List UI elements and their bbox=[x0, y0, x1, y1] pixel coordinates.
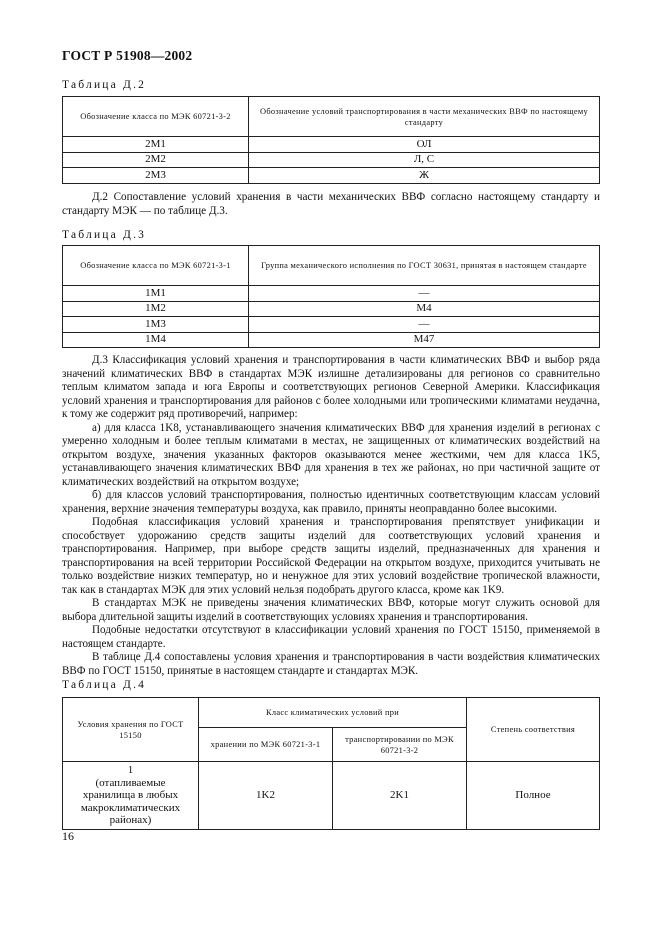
table-d2-caption: Таблица Д.2 bbox=[62, 79, 147, 91]
paragraph: Д.3 Классификация условий хранения и транспортирования в части климатических ВВФ и выбор ряда значений климатических ВВФ в стандартах МЭК излишне детализированы для регионов со сравнительно теплым климатом запада и юга Европы и соответствующих регионов Северной Америки. Классификация условий хранения и транспортирования для районов с более холодными или тропическими климатами неудачна, к тому же содержит ряд противоречий, например: bbox=[62, 354, 600, 420]
table-row bbox=[63, 137, 600, 153]
table-cell: M47 bbox=[249, 332, 600, 348]
table-d2-col1-header: Обозначение класса по МЭК 60721-3-2 bbox=[63, 97, 249, 137]
table-d4-transport-header: транспортировании по МЭК 60721-3-2 bbox=[333, 728, 467, 762]
table-d2 bbox=[62, 96, 600, 184]
table-d3-col1-header: Обозначение класса по МЭК 60721-3-1 bbox=[63, 246, 249, 286]
table-cell: 1M2 bbox=[63, 301, 249, 317]
table-cell: ОЛ bbox=[249, 137, 600, 153]
table-cell: Полное bbox=[467, 762, 600, 830]
table-row bbox=[63, 317, 600, 333]
table-cell: 2M3 bbox=[63, 168, 249, 184]
paragraph-d2: Д.2 Сопоставление условий хранения в части механических ВВФ согласно настоящему стандарту и стандарту МЭК — по таблице Д.3. bbox=[62, 191, 600, 217]
table-d3 bbox=[62, 245, 600, 348]
table-cell: Ж bbox=[249, 168, 600, 184]
table-cell: 2M2 bbox=[63, 152, 249, 168]
table-cell: 1M3 bbox=[63, 317, 249, 333]
table-cell: — bbox=[249, 317, 600, 333]
standard-header: ГОСТ Р 51908—2002 bbox=[62, 48, 193, 63]
table-row bbox=[63, 762, 600, 830]
paragraph: Подобные недостатки отсутствуют в классификации условий хранения по ГОСТ 15150, применяемой в настоящем стандарте. bbox=[62, 624, 600, 650]
table-d4-class-group-header: Класс климатических условий при bbox=[199, 698, 467, 728]
table-d3-col2-header: Группа механического исполнения по ГОСТ 30631, принятая в настоящем стандарте bbox=[249, 246, 600, 286]
table-d4-degree-header: Степень соответствия bbox=[467, 698, 600, 762]
paragraph: В стандартах МЭК не приведены значения климатических ВВФ, которые могут служить основой для выбора длительной защиты изделий в соответствующих условиях хранения и транспортирования. bbox=[62, 597, 600, 623]
table-row bbox=[63, 332, 600, 348]
table-d4 bbox=[62, 697, 600, 830]
table-cell: M4 bbox=[249, 301, 600, 317]
condition-number: 1 bbox=[127, 764, 134, 776]
table-cell: 1K2 bbox=[199, 762, 333, 830]
table-cell: — bbox=[249, 286, 600, 302]
table-cell: 1M4 bbox=[63, 332, 249, 348]
table-row bbox=[63, 286, 600, 302]
table-cell: Л, С bbox=[249, 152, 600, 168]
table-row bbox=[63, 152, 600, 168]
table-d2-col2-header: Обозначение условий транспортирования в части механических ВВФ по настоящему стандарту bbox=[249, 97, 600, 137]
table-d4-storage-header: хранении по МЭК 60721-3-1 bbox=[199, 728, 333, 762]
paragraph: а) для класса 1K8, устанавливающего значения климатических ВВФ для хранения изделий в регионах с умеренно холодным и более теплым климатами в местах, не защищенных от климатических воздействий на открытом воздухе, значения указанных факторов оказываются менее жесткими, чем для класса 1K5, устанавливающего значения климатических ВВФ для хранения в тех же районах, но при частичной защите от климатических воздействий на открытом воздухе; bbox=[62, 421, 600, 488]
table-row bbox=[63, 168, 600, 184]
paragraph: Подобная классификация условий хранения и транспортирования препятствует унификации и способствует удорожанию средств защиты изделий для соответствующих условий хранения и транспортирования. Например, при выборе средств защиты изделий, предназначенных для хранения и транспортирования на всей территории Российской Федерации на открытом воздухе, приходится учитывать не только воздействие низких температур, но и ненужное для этих условий воздействие тропической влажности, так как в стандартах МЭК для этих условий нельзя подобрать другого класса, кроме как 1K9. bbox=[62, 516, 600, 596]
paragraph: В таблице Д.4 сопоставлены условия хранения и транспортирования в части воздействия климатических ВВФ по ГОСТ 15150, принятые в настоящем стандарте и стандартах МЭК. bbox=[62, 651, 600, 677]
section-d3-text bbox=[62, 354, 600, 678]
paragraph: б) для классов условий транспортирования, полностью идентичных соответствующим классам условий хранения, верхние значения температуры воздуха, как правило, приняты неоправданно более высокими. bbox=[62, 489, 600, 515]
table-cell: 1M1 bbox=[63, 286, 249, 302]
table-d4-conditions-header: Условия хранения по ГОСТ 15150 bbox=[63, 698, 199, 762]
condition-description: (отапливаемые хранилища в любых макроклиматических районах) bbox=[80, 776, 181, 827]
page-number: 16 bbox=[62, 829, 74, 843]
table-row bbox=[63, 301, 600, 317]
table-d4-caption: Таблица Д.4 bbox=[62, 679, 147, 691]
table-cell-conditions bbox=[63, 762, 199, 830]
table-cell: 2K1 bbox=[333, 762, 467, 830]
table-d3-caption: Таблица Д.3 bbox=[62, 229, 147, 241]
table-cell: 2M1 bbox=[63, 137, 249, 153]
